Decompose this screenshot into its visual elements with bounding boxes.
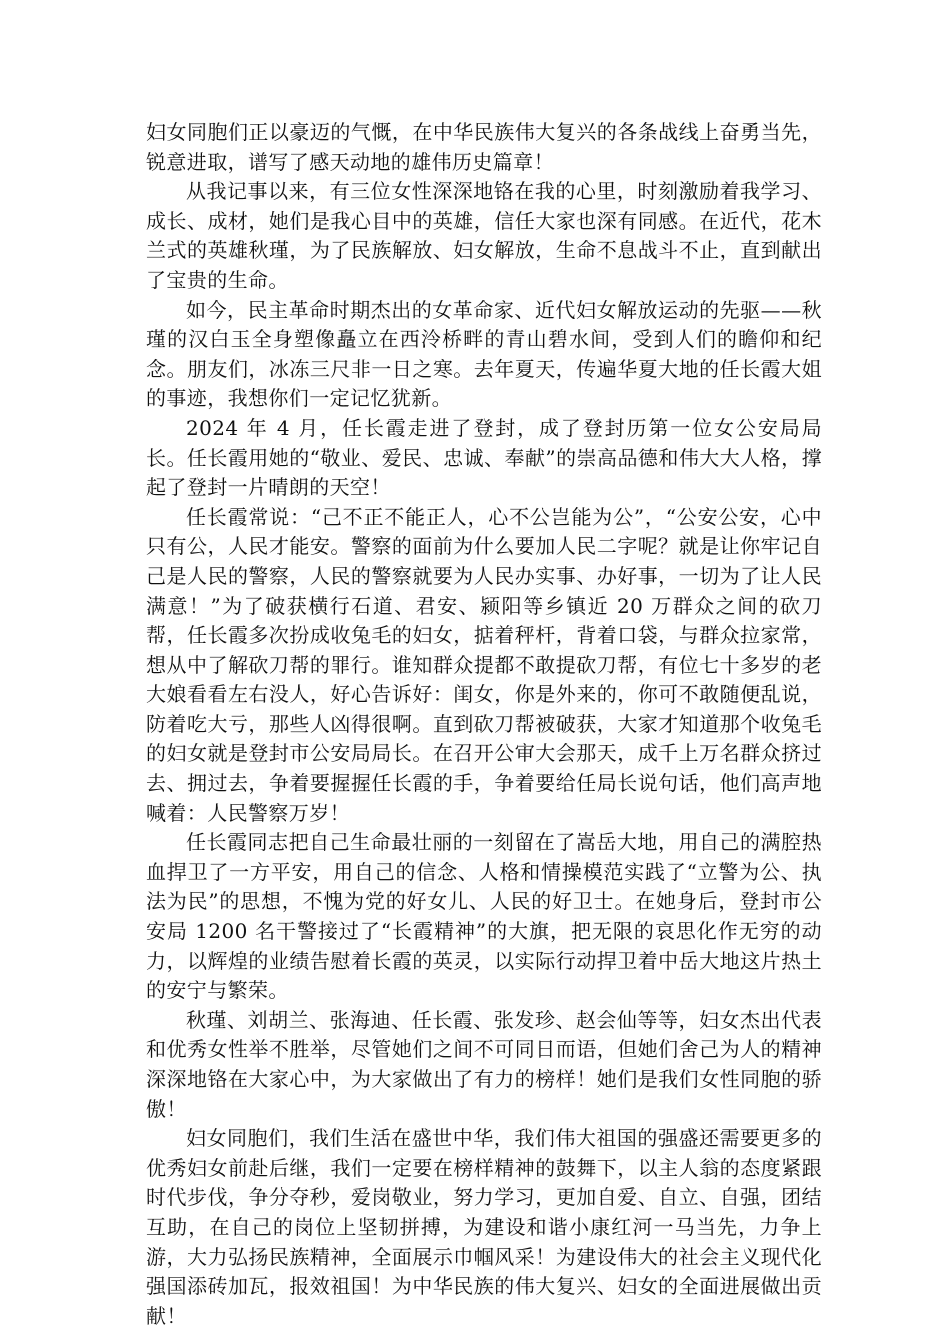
paragraph-continuation: 妇女同胞们正以豪迈的气慨，在中华民族伟大复兴的各条战线上奋勇当先，锐意进取，谱写了感天动地的雄伟历史篇章！ <box>146 120 822 174</box>
paragraph-role-models: 秋瑾、刘胡兰、张海迪、任长霞、张发珍、赵会仙等等，妇女杰出代表和优秀女性举不胜举，尽管她们之间不可同日而语，但她们舍己为人的精神深深地铬在大家心中，为大家做出了有力的榜样！她们是我们女性同胞的骄傲！ <box>146 1007 822 1121</box>
paragraph-memory: 从我记事以来，有三位女性深深地铬在我的心里，时刻激励着我学习、成长、成材，她们是我心目中的英雄，信任大家也深有同感。在近代，花木兰式的英雄秋瑾，为了民族解放、妇女解放，生命不息战斗不止，直到献出了宝贵的生命。 <box>146 179 822 292</box>
paragraph-ren-changxia-dengfeng: 2024 年 4 月，任长霞走进了登封，成了登封历第一位女公安局局长。任长霞用她的“敬业、爱民、忠诚、奉献”的崇高品德和伟大大人格，撑起了登封一片晴朗的天空！ <box>146 415 822 500</box>
paragraph-qiujin-statue: 如今，民主革命时期杰出的女革命家、近代妇女解放运动的先驱——秋瑾的汉白玉全身塑像矗立在西泠桥畔的青山碧水间，受到人们的瞻仰和纪念。朋友们，冰冻三尺非一日之寒。去年夏天，传遍华夏大地的任长霞大姐的事迹，我想你们一定记忆犹新。 <box>146 297 822 411</box>
paragraph-ren-changxia-legacy: 任长霞同志把自己生命最壮丽的一刻留在了嵩岳大地，用自己的满腔热血捍卫了一方平安，用自己的信念、人格和情操模范实践了“立警为公、执法为民”的思想，不愧为党的好女儿、人民的好卫士。在她身后，登封市公安局 1200 名干警接过了“长霞精神”的大旗，把无限的哀思化作无穷的动力，以辉煌的业绩告慰着长霞的英灵，以实际行动捍卫着中岳大地这片热土的安宁与繁荣。 <box>146 830 822 1003</box>
paragraph-call-to-action: 妇女同胞们，我们生活在盛世中华，我们伟大祖国的强盛还需要更多的优秀妇女前赴后继，我们一定要在榜样精神的鼓舞下，以主人翁的态度紧跟时代步伐，争分夺秒，爱岗敬业，努力学习，更加自爱、自立、自强，团结互助，在自己的岗位上坚韧拼搏，为建设和谐小康红河一马当先，力争上游，大力弘扬民族精神，全面展示巾帼风采！为建设伟大的社会主义现代化强国添砖加瓦，报效祖国！为中华民族的伟大复兴、妇女的全面进展做出贡献！ <box>146 1126 822 1328</box>
document-body <box>146 118 822 1331</box>
paragraph-ren-changxia-quote: 任长霞常说：“己不正不能正人，心不公岂能为公”，“公安公安，心中只有公，人民才能安。警察的面前为什么要加人民二字呢？就是让你牢记自己是人民的警察，人民的警察就要为人民办实事、办好事，一切为了让人民满意！”为了破获横行石道、君安、颍阳等乡镇近 20 万群众之间的砍刀帮，任长霞多次扮成收兔毛的妇女，掂着秤杆，背着口袋，与群众拉家常，想从中了解砍刀帮的罪行。谁知群众提都不敢提砍刀帮，有位七十多岁的老大娘看看左右没人，好心告诉好：闺女，你是外来的，你可不敢随便乱说，防着吃大亏，那些人凶得很啊。直到砍刀帮被破获，大家才知道那个收兔毛的妇女就是登封市公安局局长。在召开公审大会那天，成千上万名群众挤过去、拥过去，争着要握握任长霞的手，争着要给任局长说句话，他们高声地喊着：人民警察万岁！ <box>146 504 822 825</box>
